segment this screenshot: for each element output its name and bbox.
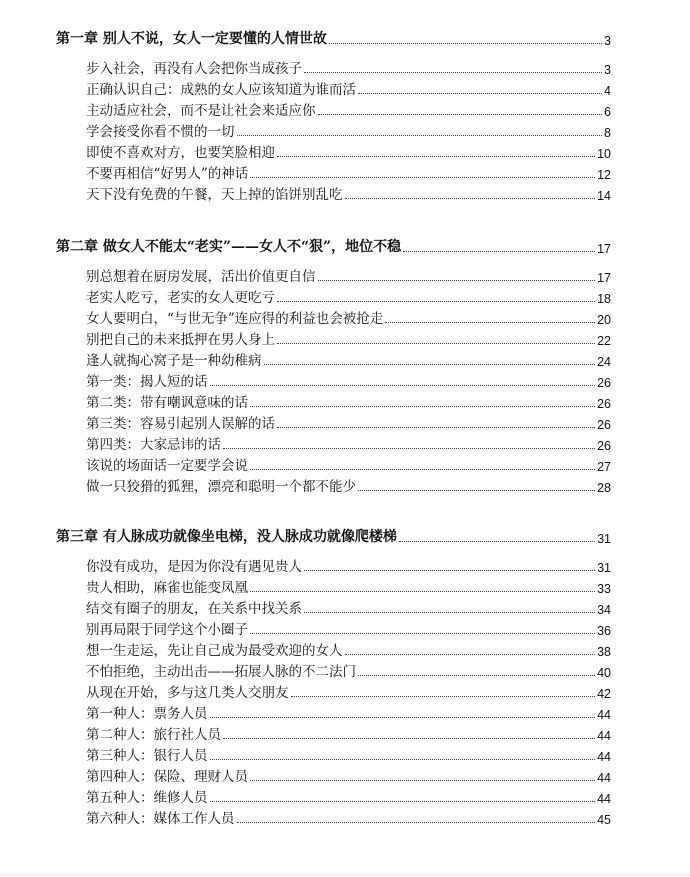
toc-entry[interactable] [86,348,611,369]
entry-title: 女人要明白，“与世无争”连应得的利益也会被抢走 [86,311,384,327]
page-number: 26 [597,397,611,411]
page-bottom-edge [0,874,690,875]
dot-leader [345,198,596,199]
chapter-heading[interactable] [56,524,611,546]
toc-entry[interactable] [86,680,611,701]
page-number: 45 [597,813,611,827]
page-number: 18 [597,292,611,306]
page-number: 42 [597,687,611,701]
page-number: 3 [604,34,611,48]
toc-entry[interactable] [86,306,611,327]
toc-entry[interactable] [86,722,611,743]
dot-leader [250,591,595,592]
dot-leader [210,385,596,386]
toc-entry[interactable] [86,182,611,203]
toc-entry[interactable] [86,161,611,182]
dot-leader [358,93,602,94]
page-number: 40 [597,666,611,680]
toc-entry[interactable] [86,411,611,432]
dot-leader [385,322,595,323]
page-number: 17 [597,271,611,285]
toc-entry[interactable] [86,327,611,348]
entry-title: 第四类：大家忌讳的话 [86,437,221,453]
toc-entry[interactable] [86,575,611,596]
chapter-items [0,264,690,495]
toc-entry[interactable] [86,638,611,659]
page-number: 38 [597,645,611,659]
toc-entry[interactable] [86,659,611,680]
toc-entry[interactable] [86,596,611,617]
toc-entry[interactable] [86,390,611,411]
page-number: 44 [597,792,611,806]
entry-title: 你没有成功，是因为你没有遇见贵人 [86,559,302,575]
page-number: 10 [597,147,611,161]
dot-leader [250,469,595,470]
page-number: 27 [597,460,611,474]
page-number: 44 [597,771,611,785]
chapter-1 [0,26,690,203]
chapter-items [0,56,690,203]
page-number: 8 [604,126,611,140]
entry-title: 步入社会，再没有人会把你当成孩子 [86,61,302,77]
dot-leader [277,301,595,302]
entry-title: 想一生走运，先让自己成为最受欢迎的女人 [86,643,343,659]
page-number: 26 [597,418,611,432]
chapter-title: 第三章 有人脉成功就像坐电梯，没人脉成功就像爬楼梯 [56,529,397,545]
dot-leader [345,654,596,655]
toc-entry[interactable] [86,743,611,764]
page-number: 26 [597,439,611,453]
dot-leader [304,72,602,73]
dot-leader [358,675,595,676]
toc-entry[interactable] [86,369,611,390]
dot-leader [223,448,595,449]
entry-title: 第六种人：媒体工作人员 [86,811,235,827]
dot-leader [223,738,595,739]
dot-leader [277,343,595,344]
dot-leader [329,43,602,44]
dot-leader [250,780,595,781]
dot-leader [210,759,596,760]
page-number: 3 [604,63,611,77]
entry-title: 别总想着在厨房发展，活出价值更自信 [86,269,316,285]
dot-leader [237,135,603,136]
dot-leader [403,251,595,252]
toc-entry[interactable] [86,554,611,575]
page-number: 44 [597,708,611,722]
page-number: 31 [597,561,611,575]
page-number: 4 [604,84,611,98]
chapter-2 [0,234,690,495]
page-number: 20 [597,313,611,327]
chapter-title: 第二章 做女人不能太“老实”——女人不“狠”，地位不稳 [56,239,402,255]
page-number: 33 [597,582,611,596]
chapter-items [0,554,690,827]
page-number: 24 [597,355,611,369]
dot-leader [277,427,595,428]
toc-entry[interactable] [86,56,611,77]
toc-entry[interactable] [86,432,611,453]
entry-title: 第三种人：银行人员 [86,748,208,764]
entry-title: 不怕拒绝，主动出击——拓展人脉的不二法门 [86,664,356,680]
entry-title: 第五种人：维修人员 [86,790,208,806]
page-number: 36 [597,624,611,638]
toc-entry[interactable] [86,264,611,285]
entry-title: 结交有圈子的朋友，在关系中找关系 [86,601,302,617]
entry-title: 第二类：带有嘲讽意味的话 [86,395,248,411]
page-number: 44 [597,750,611,764]
chapter-3 [0,524,690,827]
entry-title: 即使不喜欢对方，也要笑脸相迎 [86,145,275,161]
page-number: 34 [597,603,611,617]
dot-leader [264,364,596,365]
dot-leader [304,570,595,571]
entry-title: 天下没有免费的午餐，天上掉的馅饼别乱吃 [86,187,343,203]
toc-entry[interactable] [86,764,611,785]
dot-leader [210,801,596,802]
chapter-heading[interactable] [56,26,611,48]
toc-entry[interactable] [86,77,611,98]
entry-title: 第三类：容易引起别人误解的话 [86,416,275,432]
chapter-title: 第一章 别人不说，女人一定要懂的人情世故 [56,31,327,47]
toc-entry[interactable] [86,806,611,827]
dot-leader [318,280,596,281]
entry-title: 第二种人：旅行社人员 [86,727,221,743]
toc-entry[interactable] [86,785,611,806]
dot-leader [277,156,595,157]
toc-entry[interactable] [86,285,611,306]
entry-title: 从现在开始，多与这几类人交朋友 [86,685,289,701]
entry-title: 第一类：揭人短的话 [86,374,208,390]
toc-entry[interactable] [86,453,611,474]
page-number: 17 [597,242,611,256]
page-number: 31 [597,532,611,546]
chapter-heading[interactable] [56,234,611,256]
entry-title: 逢人就掏心窝子是一种幼稚病 [86,353,262,369]
entry-title: 不要再相信“好男人”的神话 [86,166,249,182]
dot-leader [291,696,596,697]
dot-leader [358,490,595,491]
toc-entry[interactable] [86,98,611,119]
dot-leader [304,612,595,613]
entry-title: 老实人吃亏，老实的女人更吃亏 [86,290,275,306]
page-number: 6 [604,105,611,119]
entry-title: 该说的场面话一定要学会说 [86,458,248,474]
entry-title: 做一只狡猾的狐狸，漂亮和聪明一个都不能少 [86,479,356,495]
dot-leader [237,822,596,823]
dot-leader [250,633,595,634]
entry-title: 正确认识自己：成熟的女人应该知道为谁而活 [86,82,356,98]
entry-title: 第一种人：票务人员 [86,706,208,722]
entry-title: 学会接受你看不惯的一切 [86,124,235,140]
dot-leader [318,114,603,115]
entry-title: 别再局限于同学这个小圈子 [86,622,248,638]
toc-entry[interactable] [86,617,611,638]
dot-leader [250,406,595,407]
dot-leader [250,177,595,178]
page-number: 22 [597,334,611,348]
page-number: 28 [597,481,611,495]
toc-entry[interactable] [86,474,611,495]
page-number: 14 [597,189,611,203]
toc-entry[interactable] [86,140,611,161]
entry-title: 主动适应社会，而不是让社会来适应你 [86,103,316,119]
entry-title: 贵人相助，麻雀也能变凤凰 [86,580,248,596]
entry-title: 第四种人：保险、理财人员 [86,769,248,785]
dot-leader [399,541,595,542]
toc-entry[interactable] [86,701,611,722]
page-number: 44 [597,729,611,743]
page-number: 12 [597,168,611,182]
entry-title: 别把自己的未来抵押在男人身上 [86,332,275,348]
page-number: 26 [597,376,611,390]
dot-leader [210,717,596,718]
toc-entry[interactable] [86,119,611,140]
